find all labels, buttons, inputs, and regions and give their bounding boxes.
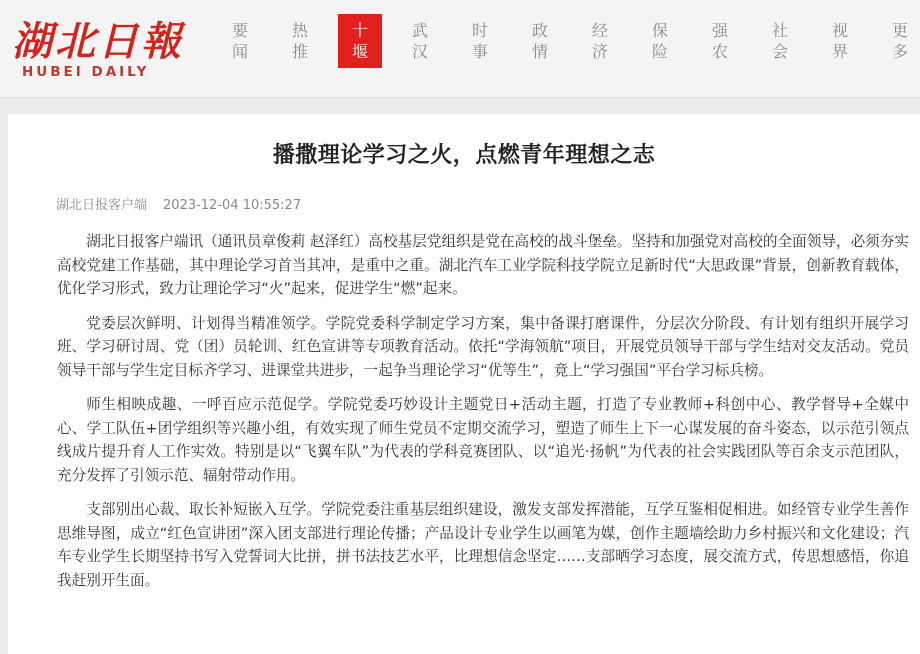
logo-english-name: HUBEI DAILY (22, 64, 150, 80)
article-paragraph: 湖北日报客户端讯（通讯员章俊莉 赵泽红）高校基层党组织是党在高校的战斗堡垒。坚持和加强党对高校的全面领导，必须夯实高校党建工作基础，其中理论学习首当其冲，是重中之重。湖北汽车工业学院科技学院立足新时代“大思政课”背景，创新教育载体，优化学习形式，致力让理论学习“火”起来，促进学生“燃”起来。 (57, 233, 909, 297)
nav-item-视界[interactable] (818, 14, 862, 68)
nav-item-label-top: 时 (471, 21, 488, 40)
site-header (0, 0, 920, 98)
article-meta (56, 194, 301, 213)
nav-item-label-bottom: 农 (711, 42, 728, 61)
nav-item-label-bottom: 济 (591, 42, 608, 61)
article-paragraph: 支部别出心裁、取长补短嵌入互学。学院党委注重基层组织建设，激发支部发挥潜能，互学互鉴相促相进。如经管专业学生善作思维导图，成立“红色宣讲团”深入团支部进行理论传播；产品设计专业学生以画笔为媒，创作主题墙绘助力乡村振兴和文化建设；汽车专业学生长期坚持书写入党誓词大比拼，拼书法技艺水平，比理想信念坚定……支部晒学习态度，展交流方式，传思想感悟，你追我赶别开生面。 (57, 501, 909, 589)
nav-item-武汉[interactable] (398, 14, 442, 68)
nav-item-保险[interactable] (638, 14, 682, 68)
nav-item-强农[interactable] (698, 14, 742, 68)
nav-item-政情[interactable] (518, 14, 562, 68)
article-paragraph: 党委层次鲜明、计划得当精准领学。学院党委科学制定学习方案，集中备课打磨课件，分层次分阶段、有计划有组织开展学习班、学习研讨周、党（团）员轮训、红色宣讲等专项教育活动。依托“学海领航”项目，开展党员领导干部与学生结对交友活动。党员领导干部与学生定目标齐学习、进课堂共进步，一起争当理论学习“优等生”，竟上“学习强国”平台学习标兵榜。 (57, 314, 909, 379)
nav-item-label-bottom: 多 (891, 42, 908, 61)
article-title: 播撒理论学习之火，点燃青年理想之志 (272, 143, 656, 168)
nav-item-十堰[interactable] (338, 14, 382, 68)
nav-item-label-top: 热 (291, 21, 308, 40)
nav-item-label-top: 强 (711, 21, 728, 40)
nav-item-label-bottom: 界 (831, 42, 848, 61)
nav-item-label-top: 要 (231, 21, 248, 40)
nav-item-label-top: 武 (411, 21, 428, 40)
nav-item-label-top: 经 (591, 21, 608, 40)
nav-item-label-top: 十 (351, 21, 368, 40)
nav-item-经济[interactable] (578, 14, 622, 68)
nav-item-label-top: 保 (651, 21, 668, 40)
nav-item-label-top: 更 (891, 21, 908, 40)
nav-item-label-bottom: 事 (471, 42, 488, 61)
nav-item-更多[interactable] (878, 14, 920, 68)
nav-item-label-top: 视 (831, 21, 848, 40)
channel-nav (218, 14, 920, 76)
nav-item-label-bottom: 堰 (351, 42, 368, 61)
nav-item-时事[interactable] (458, 14, 502, 68)
nav-item-label-bottom: 推 (291, 42, 308, 61)
nav-item-label-bottom: 汉 (411, 42, 428, 61)
article-body (57, 230, 909, 603)
nav-item-label-bottom: 情 (531, 42, 548, 61)
nav-item-label-bottom: 闻 (231, 42, 248, 61)
nav-item-label-top: 社 (771, 21, 788, 40)
article-datetime: 2023-12-04 10:55:27 (163, 198, 302, 213)
nav-item-label-bottom: 险 (651, 42, 668, 61)
article-source: 湖北日报客户端 (56, 198, 148, 213)
nav-item-要闻[interactable] (218, 14, 262, 68)
article-paragraph: 师生相映成趣、一呼百应示范促学。学院党委巧妙设计主题党日+活动主题，打造了专业教师+科创中心、教学督导+全媒中心、学工队伍+团学组织等兴趣小组，有效实现了师生党员不定期交流学习，塑造了师生上下一心谋发展的奋斗姿态，以示范引领点线成片提升育人工作实效。特别是以“飞翼车队”为代表的学科竞赛团队、以“追光·扬帆”为代表的社会实践团队等百余支示范团队，充分发挥了引领示范、辐射带动作用。 (57, 396, 909, 484)
nav-item-label-top: 政 (531, 21, 548, 40)
article-card (8, 114, 920, 654)
nav-item-社会[interactable] (758, 14, 802, 68)
nav-item-热推[interactable] (278, 14, 322, 68)
hubei-daily-logo[interactable] (10, 8, 184, 88)
logo-chinese-name: 湖北日報 (12, 18, 184, 65)
nav-item-label-bottom: 会 (771, 42, 788, 61)
